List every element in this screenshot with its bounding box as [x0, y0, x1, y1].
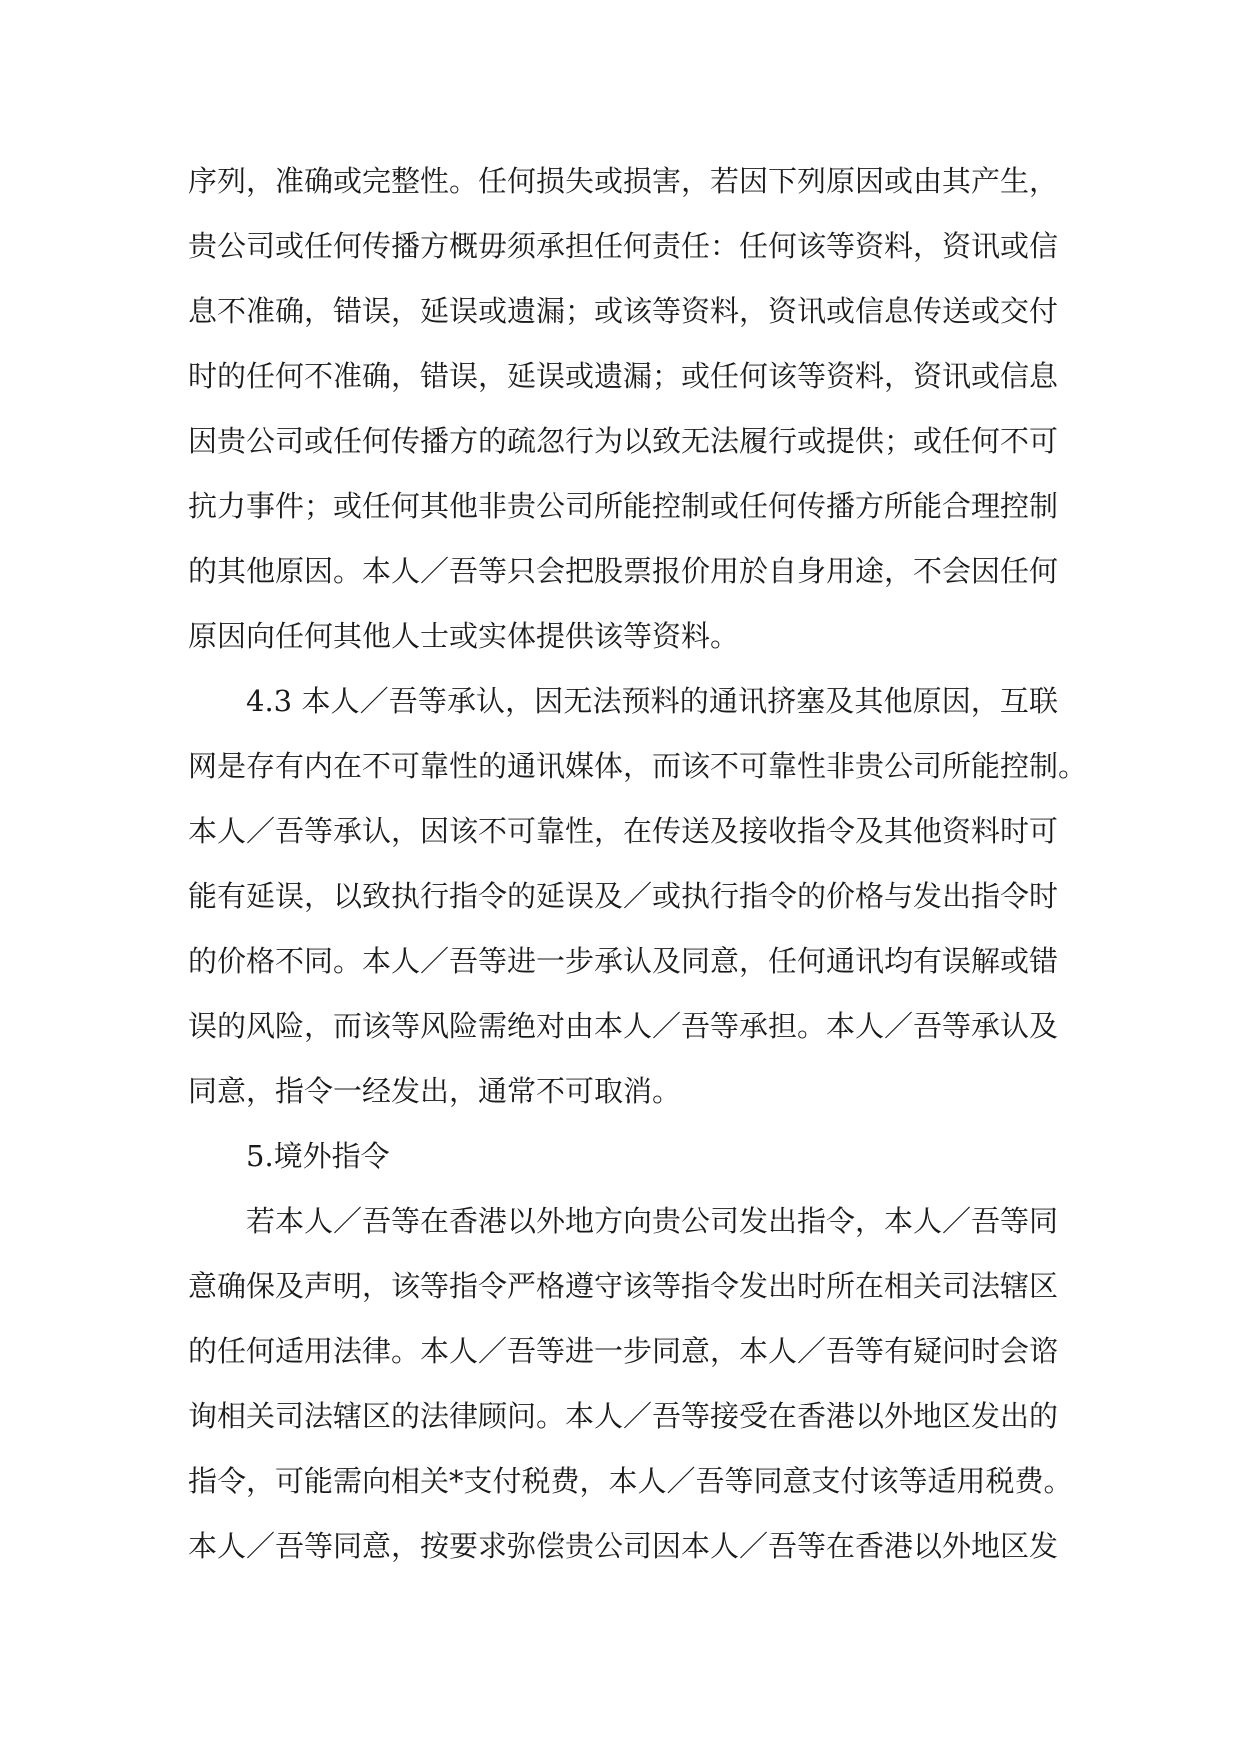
- body-line: 网是存有内在不可靠性的通讯媒体，而该不可靠性非贵公司所能控制。: [188, 749, 1088, 783]
- body-line: 意确保及声明，该等指令严格遵守该等指令发出时所在相关司法辖区: [188, 1269, 1059, 1303]
- body-line: 指令，可能需向相关*支付税费，本人／吾等同意支付该等适用税费。: [188, 1464, 1073, 1498]
- body-line: 本人／吾等承认，因该不可靠性，在传送及接收指令及其他资料时可: [188, 814, 1059, 848]
- body-line: 原因向任何其他人士或实体提供该等资料。: [188, 619, 740, 653]
- body-line: 的任何适用法律。本人／吾等进一步同意，本人／吾等有疑问时会谘: [188, 1334, 1059, 1368]
- body-line: 询相关司法辖区的法律顾问。本人／吾等接受在香港以外地区发出的: [188, 1399, 1059, 1433]
- body-line: 的价格不同。本人／吾等进一步承认及同意，任何通讯均有误解或错: [188, 944, 1059, 978]
- body-line: 时的任何不准确，错误，延误或遗漏；或任何该等资料，资讯或信息: [188, 359, 1059, 393]
- body-line: 同意，指令一经发出，通常不可取消。: [188, 1074, 682, 1108]
- body-line: 能有延误，以致执行指令的延误及／或执行指令的价格与发出指令时: [188, 879, 1059, 913]
- section-paragraph-start: 4.3 本人／吾等承认，因无法预料的通讯挤塞及其他原因，互联: [246, 684, 1058, 718]
- section-paragraph-start: 若本人／吾等在香港以外地方向贵公司发出指令，本人／吾等同: [246, 1204, 1059, 1238]
- body-line: 序列，准确或完整性。任何损失或损害，若因下列原因或由其产生，: [188, 164, 1059, 198]
- body-line: 本人／吾等同意，按要求弥偿贵公司因本人／吾等在香港以外地区发: [188, 1529, 1059, 1563]
- body-line: 的其他原因。本人／吾等只会把股票报价用於自身用途，不会因任何: [188, 554, 1059, 588]
- body-line: 贵公司或任何传播方概毋须承担任何责任：任何该等资料，资讯或信: [188, 229, 1059, 263]
- body-line: 抗力事件；或任何其他非贵公司所能控制或任何传播方所能合理控制: [188, 489, 1059, 523]
- body-line: 因贵公司或任何传播方的疏忽行为以致无法履行或提供；或任何不可: [188, 424, 1059, 458]
- body-line: 误的风险，而该等风险需绝对由本人／吾等承担。本人／吾等承认及: [188, 1009, 1059, 1043]
- section-heading: 5.境外指令: [246, 1139, 390, 1173]
- body-line: 息不准确，错误，延误或遗漏；或该等资料，资讯或信息传送或交付: [188, 294, 1059, 328]
